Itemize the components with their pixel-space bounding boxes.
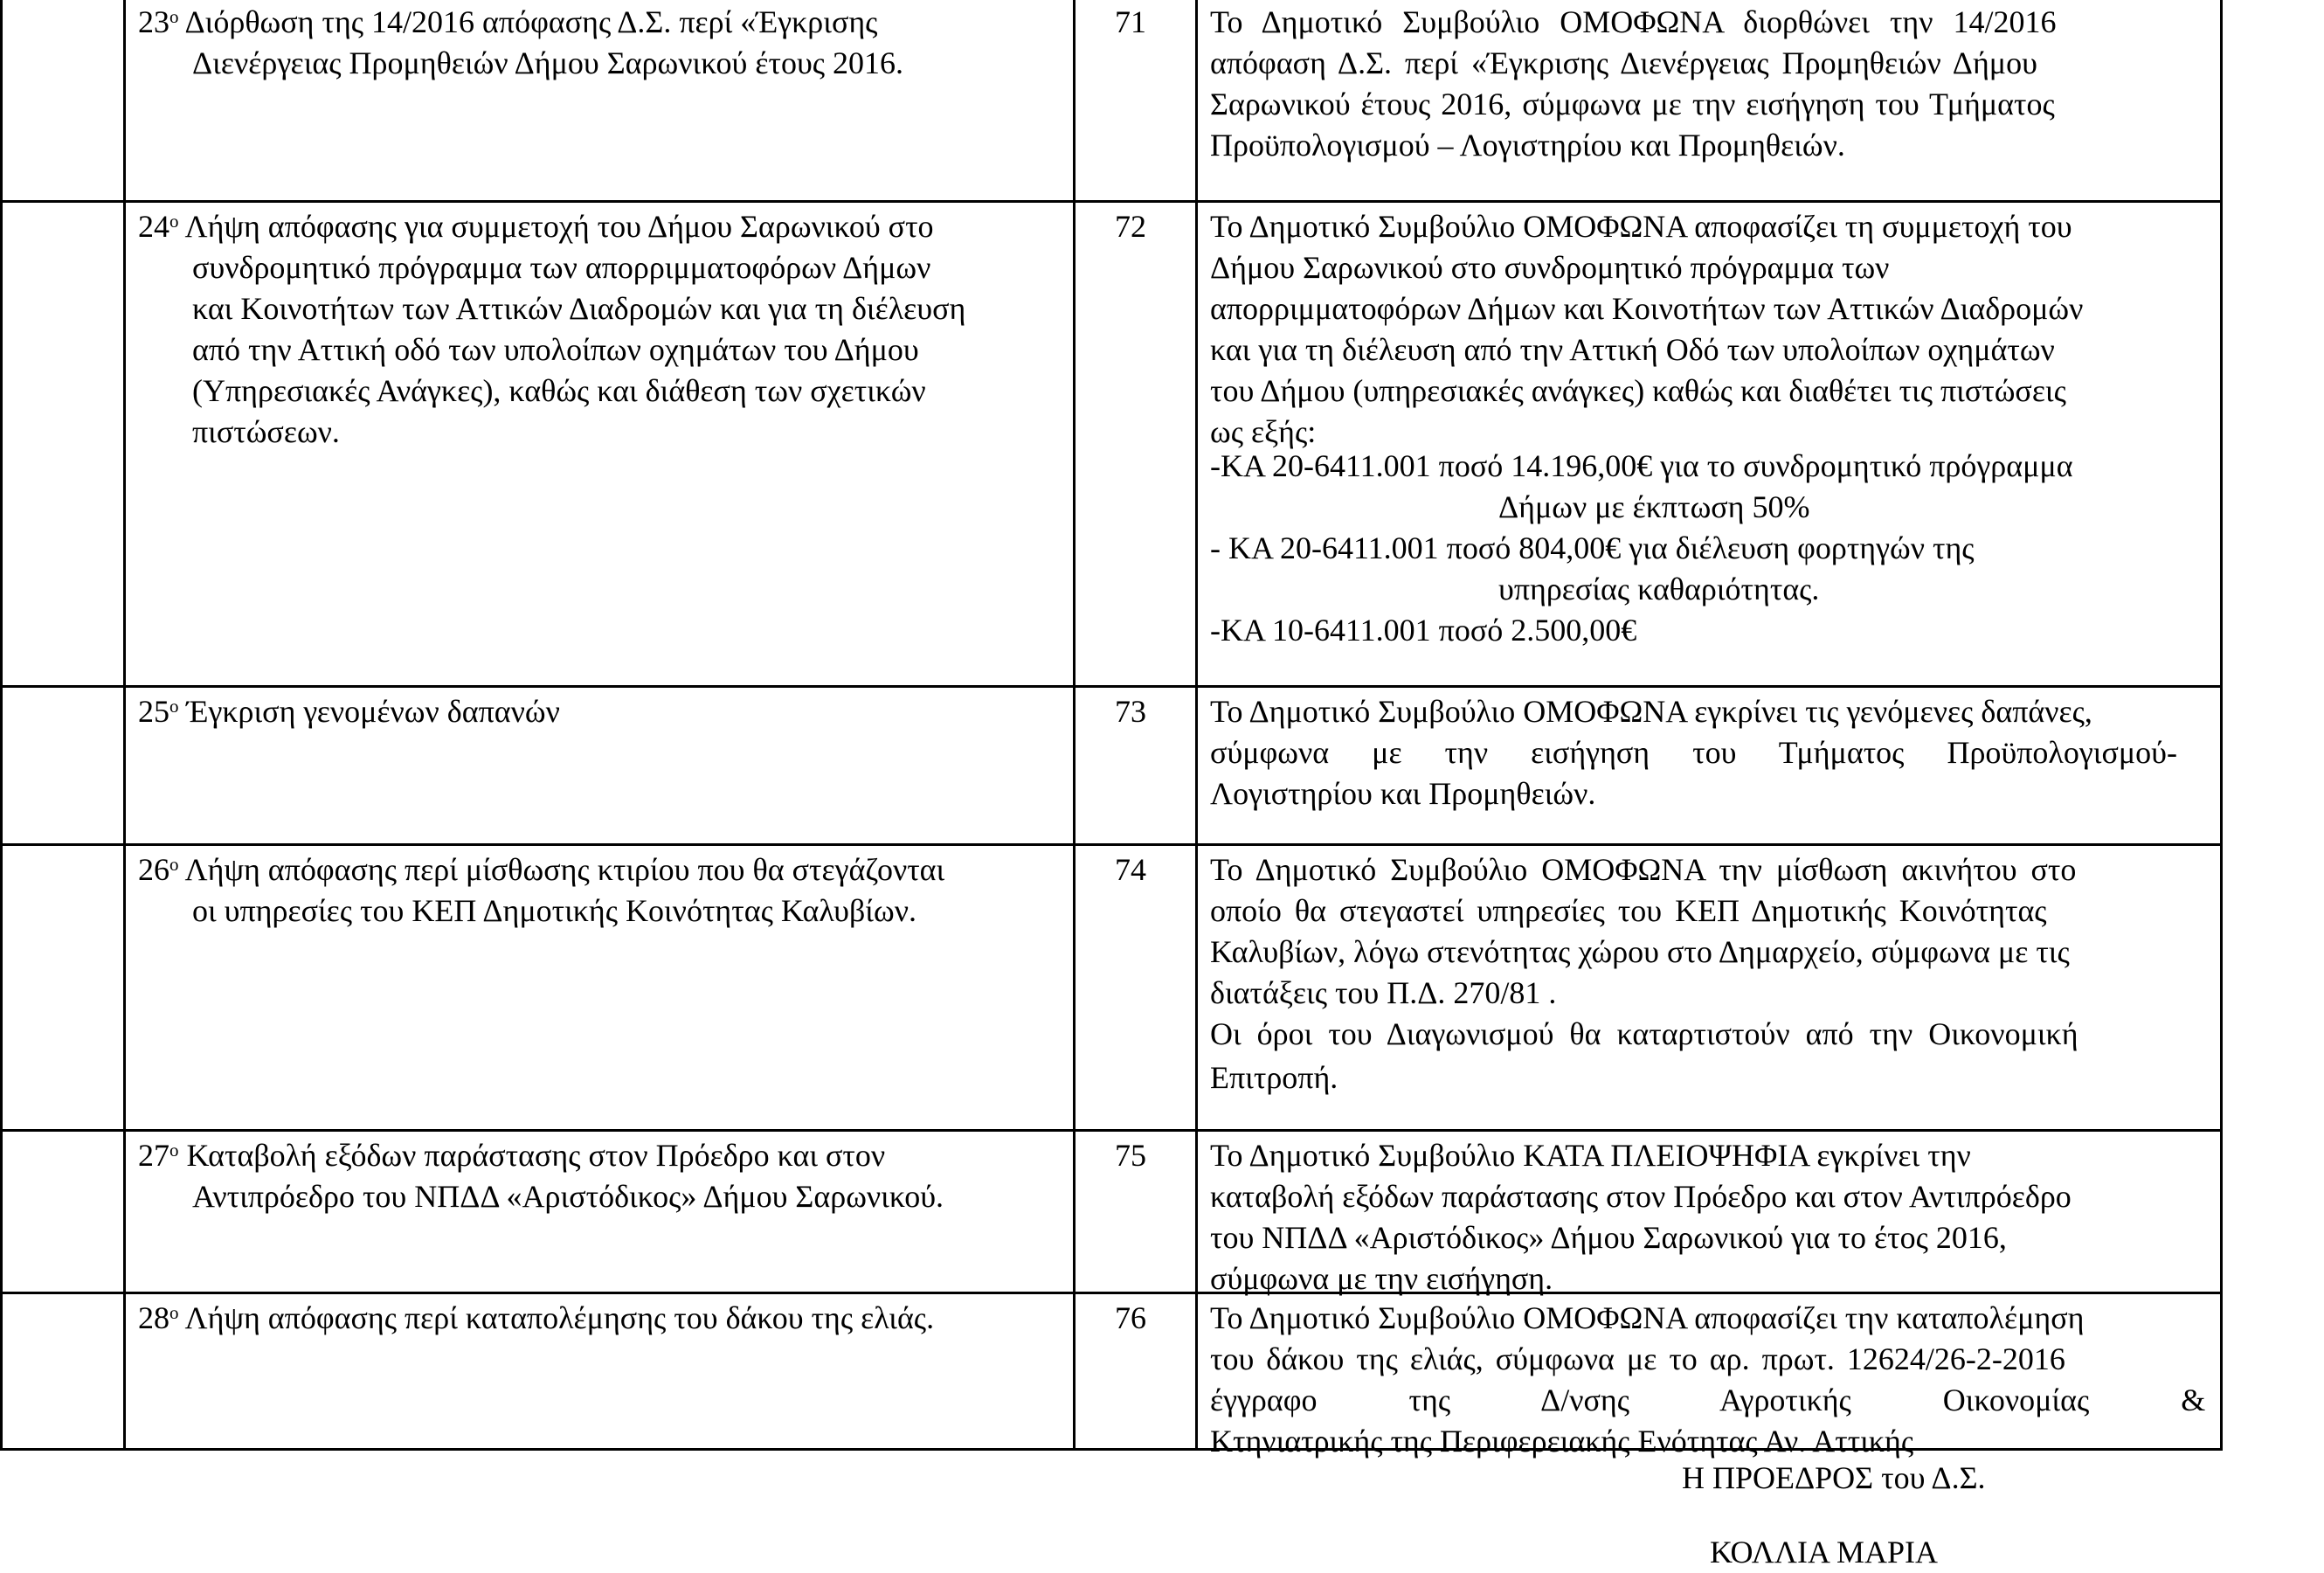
subject-line: Λήψη απόφασης περί καταπολέμησης του δάκου της ελιάς. — [184, 1300, 935, 1335]
subject-line: Λήψη απόφασης περί μίσθωσης κτιρίου που θα στεγάζονται — [184, 852, 945, 887]
agenda-ordinal: 23 — [138, 4, 169, 39]
agenda-subject — [138, 2, 877, 43]
decision-number: 74 — [1115, 852, 1146, 887]
subject-line: (Υπηρεσιακές Ανάγκες), καθώς και διάθεση των σχετικών — [192, 373, 926, 408]
decision-line: σύμφωνα με την εισήγηση του Τμήματος Προϋπολογισμού- — [1210, 735, 2177, 770]
agenda-ordinal: 26 — [138, 852, 169, 887]
subject-line: Αντιπρόεδρο του ΝΠΔΔ «Αριστόδικος» Δήμου Σαρωνικού. — [192, 1179, 944, 1214]
subject-line: συνδρομητικό πρόγραμμα των απορριμματοφόρων Δήμων — [192, 250, 931, 285]
decision-line: Το Δημοτικό Συμβούλιο ΟΜΟΦΩΝΑ αποφασίζει την καταπολέμηση — [1210, 1300, 2085, 1335]
agenda-subject — [138, 691, 560, 732]
decision-line: Το Δημοτικό Συμβούλιο ΚΑΤΑ ΠΛΕΙΟΨΗΦΙΑ εγκρίνει την — [1210, 1138, 1971, 1173]
agenda-subject — [138, 849, 944, 890]
subject-line: Διόρθωση της 14/2016 απόφασης Δ.Σ. περί «Έγκρισης — [184, 4, 878, 39]
decision-line: του ΝΠΔΔ «Αριστόδικος» Δήμου Σαρωνικού για το έτος 2016, — [1210, 1220, 2007, 1255]
decision-line: Το Δημοτικό Συμβούλιο ΟΜΟΦΩΝΑ αποφασίζει τη συμμετοχή του — [1210, 209, 2072, 244]
decision-line: οποίο θα στεγαστεί υπηρεσίες του ΚΕΠ Δημοτικής Κοινότητας — [1210, 893, 2047, 928]
signature-title: Η ΠΡΟΕΔΡΟΣ του Δ.Σ. — [1682, 1460, 1986, 1495]
decision-number: 71 — [1115, 4, 1146, 39]
ordinal-superscript: ο — [169, 696, 179, 717]
decision-line: του δάκου της ελιάς, σύμφωνα με το αρ. πρωτ. 12624/26-2-2016 — [1210, 1341, 2065, 1376]
decision-line: Καλυβίων, λόγω στενότητας χώρου στο Δημαρχείο, σύμφωνα με τις — [1210, 934, 2070, 969]
agenda-ordinal: 28 — [138, 1300, 169, 1335]
decision-line: Λογιστηρίου και Προμηθειών. — [1210, 776, 1596, 811]
vline-col1 — [123, 0, 126, 1451]
budget-line: -ΚΑ 10-6411.001 ποσό 2.500,00€ — [1210, 613, 1637, 648]
budget-line: - ΚΑ 20-6411.001 ποσό 804,00€ για διέλευση φορτηγών της — [1210, 530, 1975, 565]
agenda-subject — [138, 1135, 885, 1176]
ordinal-superscript: ο — [169, 211, 179, 232]
decision-line: διατάξεις του Π.Δ. 270/81 . — [1210, 975, 1557, 1010]
hline-row3-bottom — [0, 843, 2222, 846]
decision-line: απόφαση Δ.Σ. περί «Έγκρισης Διενέργειας Προμηθειών Δήμου — [1210, 45, 2037, 80]
decision-number: 73 — [1115, 694, 1146, 729]
subject-line: Λήψη απόφασης για συμμετοχή του Δήμου Σαρωνικού στο — [184, 209, 934, 244]
ordinal-superscript: ο — [169, 854, 179, 875]
vline-col2 — [1073, 0, 1076, 1451]
decision-line: σύμφωνα με την εισήγηση. — [1210, 1261, 1553, 1296]
decision-line: Το Δημοτικό Συμβούλιο ΟΜΟΦΩΝΑ εγκρίνει τις γενόμενες δαπάνες, — [1210, 694, 2092, 729]
ordinal-superscript: ο — [169, 1302, 179, 1323]
hline-row4-bottom — [0, 1129, 2222, 1132]
decision-line: ως εξής: — [1210, 414, 1317, 449]
decision-line: Το Δημοτικό Συμβούλιο ΟΜΟΦΩΝΑ διορθώνει την 14/2016 — [1210, 4, 2057, 39]
decision-line: Οι όροι του Διαγωνισμού θα καταρτιστούν από την Οικονομική — [1210, 1016, 2078, 1051]
agenda-ordinal: 25 — [138, 694, 169, 729]
signature-name: ΚΟΛΛΙΑ ΜΑΡΙΑ — [1710, 1535, 1939, 1570]
decision-line: Κτηνιατρικής της Περιφερειακής Ενότητας Αν. Αττικής — [1210, 1424, 1914, 1459]
decision-line: καταβολή εξόδων παράστασης στον Πρόεδρο και στον Αντιπρόεδρο — [1210, 1179, 2072, 1214]
subject-line: Διενέργειας Προμηθειών Δήμου Σαρωνικού έτους 2016. — [192, 45, 904, 80]
subject-line: και Κοινοτήτων των Αττικών Διαδρομών και για τη διέλευση — [192, 291, 966, 326]
budget-line: Δήμων με έκπτωση 50% — [1498, 489, 1810, 524]
hline-row2-bottom — [0, 685, 2222, 688]
budget-line: -ΚΑ 20-6411.001 ποσό 14.196,00€ για το συνδρομητικό πρόγραμμα — [1210, 448, 2073, 483]
decision-number: 75 — [1115, 1138, 1146, 1173]
subject-line: οι υπηρεσίες του ΚΕΠ Δημοτικής Κοινότητας Καλυβίων. — [192, 893, 916, 928]
ordinal-superscript: ο — [169, 1140, 179, 1161]
vline-col3 — [1195, 0, 1198, 1451]
budget-line: υπηρεσίας καθαριότητας. — [1498, 572, 1820, 606]
subject-line: πιστώσεων. — [192, 414, 340, 449]
vline-right — [2220, 0, 2223, 1451]
decision-number: 72 — [1115, 209, 1146, 244]
decision-line: του Δήμου (υπηρεσιακές ανάγκες) καθώς και διαθέτει τις πιστώσεις — [1210, 373, 2066, 408]
agenda-ordinal: 27 — [138, 1138, 169, 1173]
decision-line: Επιτροπή. — [1210, 1060, 1338, 1095]
hline-row5-bottom — [0, 1292, 2222, 1294]
decision-line: Το Δημοτικό Συμβούλιο ΟΜΟΦΩΝΑ την μίσθωση ακινήτου στο — [1210, 852, 2077, 887]
hline-row1-bottom — [0, 200, 2222, 203]
decision-line: Δήμου Σαρωνικού στο συνδρομητικό πρόγραμμα των — [1210, 250, 1890, 285]
decision-line: Σαρωνικού έτους 2016, σύμφωνα με την εισήγηση του Τμήματος — [1210, 87, 2055, 121]
ordinal-superscript: ο — [169, 6, 179, 27]
agenda-subject — [138, 1298, 934, 1339]
subject-line: από την Αττική οδό των υπολοίπων οχημάτων του Δήμου — [192, 332, 919, 367]
agenda-ordinal: 24 — [138, 209, 169, 244]
decision-line: έγγραφο της Δ/νσης Αγροτικής Οικονομίας & — [1210, 1382, 2206, 1417]
vline-left — [0, 0, 3, 1451]
subject-line: Καταβολή εξόδων παράστασης στον Πρόεδρο και στον — [186, 1138, 886, 1173]
decision-line: Προϋπολογισμού – Λογιστηρίου και Προμηθειών. — [1210, 128, 1845, 163]
subject-line: Έγκριση γενομένων δαπανών — [186, 694, 560, 729]
decision-line: απορριμματοφόρων Δήμων και Κοινοτήτων των Αττικών Διαδρομών — [1210, 291, 2084, 326]
decision-number: 76 — [1115, 1300, 1146, 1335]
agenda-subject — [138, 206, 934, 247]
decision-line: και για τη διέλευση από την Αττική Οδό των υπολοίπων οχημάτων — [1210, 332, 2055, 367]
